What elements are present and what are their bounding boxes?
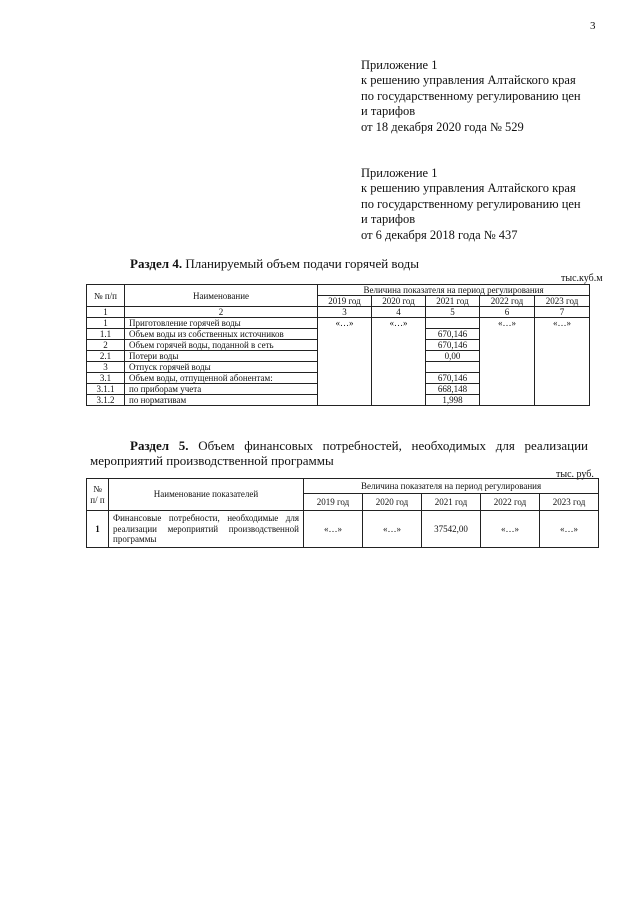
section-5-title xyxy=(130,439,588,453)
header-name: Наименование xyxy=(125,285,318,307)
section-5-unit: тыс. руб. xyxy=(556,469,594,480)
cell-2019: «…» xyxy=(318,318,372,406)
row-num: 2 xyxy=(87,340,125,351)
header-year: 2019 год xyxy=(318,296,372,307)
appendix-2-line: к решению управления Алтайского края xyxy=(361,181,576,196)
appendix-1-header xyxy=(361,58,581,135)
cell-2023: «…» xyxy=(535,318,590,406)
row-name: Отпуск горячей воды xyxy=(125,362,318,373)
cell-2022: «…» xyxy=(481,511,540,548)
section-4-table xyxy=(86,284,590,406)
row-name: Объем воды, отпущенной абонентам: xyxy=(125,373,318,384)
appendix-2-line: по государственному регулированию цен xyxy=(361,196,581,211)
appendix-1-line: по государственному регулированию цен xyxy=(361,88,581,103)
col-number: 4 xyxy=(372,307,426,318)
appendix-1-line: Приложение 1 xyxy=(361,58,438,72)
page-number: 3 xyxy=(590,20,596,32)
cell-2021: 37542,00 xyxy=(422,511,481,548)
cell-2021: 670,146 xyxy=(426,329,480,340)
header-year: 2019 год xyxy=(304,494,363,511)
row-num: 2.1 xyxy=(87,351,125,362)
appendix-1-line: и тарифов xyxy=(361,104,416,119)
row-name: Объем воды из собственных источников xyxy=(125,329,318,340)
section-5-heading-part2: мероприятий производственной программы xyxy=(90,453,334,468)
row-name: Объем горячей воды, поданной в сеть xyxy=(125,340,318,351)
table-row xyxy=(87,511,599,548)
section-4-label: Раздел 4. xyxy=(130,256,183,271)
header-year: 2023 год xyxy=(540,494,599,511)
row-num: 1.1 xyxy=(87,329,125,340)
row-name: Финансовые потребности, необходимые для реализации мероприятий производственной программы xyxy=(109,511,304,548)
section-4-heading: Планируемый объем подачи горячей воды xyxy=(185,256,419,271)
section-4-title xyxy=(130,256,419,272)
row-num: 3.1.1 xyxy=(87,384,125,395)
cell-2021: 670,146 xyxy=(426,340,480,351)
col-number: 2 xyxy=(125,307,318,318)
header-year: 2021 год xyxy=(426,296,480,307)
col-number: 3 xyxy=(318,307,372,318)
section-5-heading-part1: Объем финансовых потребностей, необходимых для реализации xyxy=(198,438,589,453)
header-num: № п/п xyxy=(87,285,125,307)
cell-2019: «…» xyxy=(304,511,363,548)
section-5-label: Раздел 5. xyxy=(130,438,189,453)
header-year: 2020 год xyxy=(363,494,422,511)
row-name: по нормативам xyxy=(125,395,318,406)
cell-2021 xyxy=(426,318,480,329)
appendix-1-line: от 18 декабря 2020 года № 529 xyxy=(361,119,524,134)
table-row xyxy=(87,318,590,329)
header-year: 2020 год xyxy=(372,296,426,307)
header-year: 2022 год xyxy=(480,296,535,307)
row-name: по приборам учета xyxy=(125,384,318,395)
section-5-table xyxy=(86,478,599,548)
header-num: № п/ п xyxy=(87,479,109,511)
row-num: 3 xyxy=(87,362,125,373)
appendix-1-line: к решению управления Алтайского края xyxy=(361,73,576,88)
cell-2020: «…» xyxy=(372,318,426,406)
row-name: Потери воды xyxy=(125,351,318,362)
cell-2021 xyxy=(426,362,480,373)
header-name: Наименование показателей xyxy=(109,479,304,511)
column-number-row xyxy=(87,307,590,318)
cell-2021: 670,146 xyxy=(426,373,480,384)
appendix-2-line: от 6 декабря 2018 года № 437 xyxy=(361,227,518,242)
cell-2023: «…» xyxy=(540,511,599,548)
cell-2020: «…» xyxy=(363,511,422,548)
appendix-2-header xyxy=(361,166,581,243)
col-number: 5 xyxy=(426,307,480,318)
header-group: Величина показателя на период регулирования xyxy=(304,479,599,494)
header-year: 2022 год xyxy=(481,494,540,511)
col-number: 1 xyxy=(87,307,125,318)
row-num: 3.1.2 xyxy=(87,395,125,406)
col-number: 7 xyxy=(535,307,590,318)
cell-2021: 1,998 xyxy=(426,395,480,406)
row-name: Приготовление горячей воды xyxy=(125,318,318,329)
section-4-unit: тыс.куб.м xyxy=(561,273,603,284)
row-num: 1 xyxy=(87,511,109,548)
header-group: Величина показателя на период регулирования xyxy=(318,285,590,296)
appendix-2-line: Приложение 1 xyxy=(361,166,438,180)
header-year: 2021 год xyxy=(422,494,481,511)
row-num: 3.1 xyxy=(87,373,125,384)
col-number: 6 xyxy=(480,307,535,318)
header-year: 2023 год xyxy=(535,296,590,307)
appendix-2-line: и тарифов xyxy=(361,212,416,227)
cell-2021: 668,148 xyxy=(426,384,480,395)
cell-2021: 0,00 xyxy=(426,351,480,362)
cell-2022: «…» xyxy=(480,318,535,406)
row-num: 1 xyxy=(87,318,125,329)
